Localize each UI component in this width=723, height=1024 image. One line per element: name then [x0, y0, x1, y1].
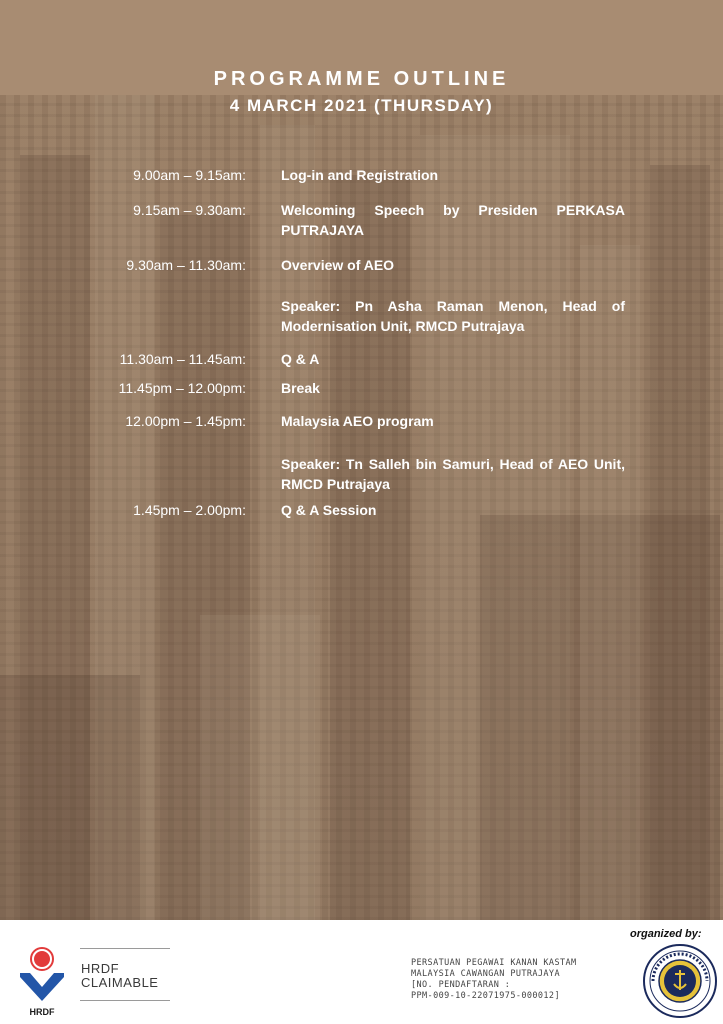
organizer-line: MALAYSIA CAWANGAN PUTRAJAYA: [411, 969, 560, 979]
schedule-item: Welcoming Speech by Presiden PERKASA PUTRAJAYA: [281, 202, 625, 238]
schedule-time: 11.45pm – 12.00pm:: [118, 380, 246, 396]
hrdf-divider: [80, 948, 170, 949]
schedule-item: Q & A: [281, 351, 320, 367]
hrdf-claimable-label: [81, 962, 158, 990]
schedule-time: 9.30am – 11.30am:: [126, 257, 246, 273]
organizer-line: PPM-009-10-22071975-000012]: [411, 991, 560, 1001]
schedule-item: Q & A Session: [281, 502, 377, 518]
schedule-item: Speaker: Tn Salleh bin Samuri, Head of AEO Unit, RMCD Putrajaya: [281, 456, 625, 492]
event-date: 4 MARCH 2021 (THURSDAY): [229, 96, 494, 115]
schedule-item: Log-in and Registration: [281, 167, 439, 183]
schedule-time: 9.00am – 9.15am:: [133, 167, 246, 183]
schedule-item: Malaysia AEO program: [281, 413, 434, 429]
schedule-time: 9.15am – 9.30am:: [133, 202, 246, 218]
svg-text:HRDF: HRDF: [29, 1007, 55, 1017]
hrdf-logo-icon: [18, 943, 66, 1019]
schedule-item: Overview of AEO: [281, 257, 395, 273]
hrdf-line1: HRDF: [81, 961, 120, 976]
schedule-item: Speaker: Pn Asha Raman Menon, Head of Modernisation Unit, RMCD Putrajaya: [281, 298, 625, 334]
organizer-line: PERSATUAN PEGAWAI KANAN KASTAM: [411, 958, 577, 968]
schedule-time: 1.45pm – 2.00pm:: [133, 502, 246, 518]
hrdf-line2: CLAIMABLE: [81, 975, 159, 990]
schedule-time: 12.00pm – 1.45pm:: [125, 413, 246, 429]
schedule-time: 11.30am – 11.45am:: [119, 351, 246, 367]
organizer-line: [NO. PENDAFTARAN :: [411, 980, 511, 990]
hrdf-divider: [80, 1000, 170, 1001]
organizer-seal-icon: [643, 944, 717, 1018]
page-title: PROGRAMME OUTLINE: [213, 68, 510, 90]
organizer-details: [411, 958, 631, 1002]
organized-by-label: organized by:: [630, 928, 702, 940]
schedule-item: Break: [281, 380, 320, 396]
